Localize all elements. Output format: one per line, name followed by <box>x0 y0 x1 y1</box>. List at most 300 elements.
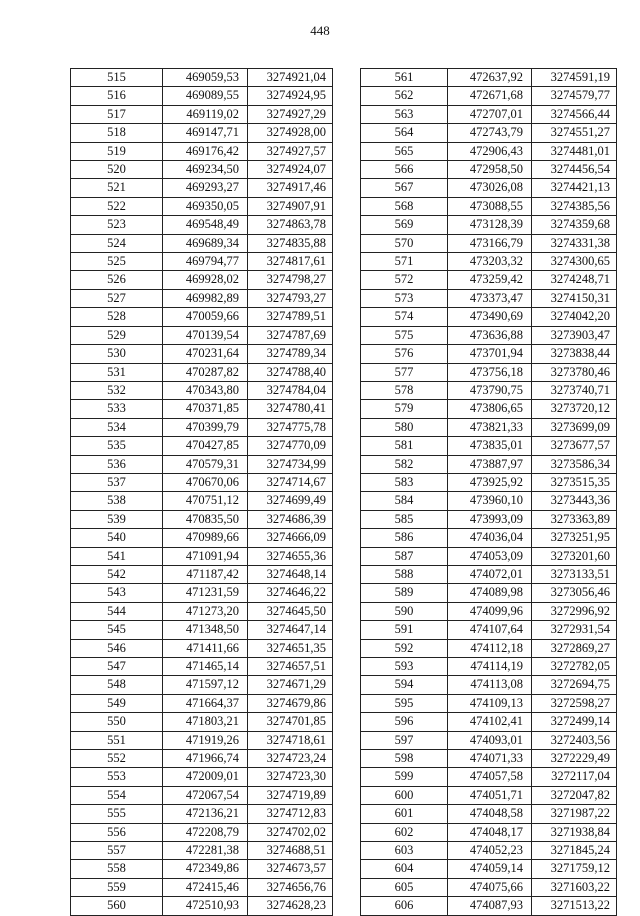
table-row <box>361 161 617 179</box>
y-coordinate-cell: 3274481,01 <box>532 142 617 160</box>
x-coordinate-cell: 472009,01 <box>163 768 248 786</box>
y-coordinate-cell: 3273699,09 <box>532 418 617 436</box>
x-coordinate-cell: 469293,27 <box>163 179 248 197</box>
x-coordinate-cell: 474048,17 <box>448 823 532 841</box>
x-coordinate-cell: 473701,94 <box>448 345 532 363</box>
point-number-cell: 526 <box>71 271 163 289</box>
y-coordinate-cell: 3272117,04 <box>532 768 617 786</box>
y-coordinate-cell: 3274784,04 <box>248 381 333 399</box>
table-row <box>71 529 333 547</box>
table-row <box>361 492 617 510</box>
x-coordinate-cell: 474057,58 <box>448 768 532 786</box>
table-row <box>71 455 333 473</box>
y-coordinate-cell: 3274628,23 <box>248 897 333 915</box>
point-number-cell: 596 <box>361 713 448 731</box>
table-row <box>71 216 333 234</box>
table-row <box>361 897 617 915</box>
point-number-cell: 558 <box>71 860 163 878</box>
x-coordinate-cell: 470835,50 <box>163 510 248 528</box>
point-number-cell: 573 <box>361 289 448 307</box>
x-coordinate-cell: 473925,92 <box>448 473 532 491</box>
x-coordinate-cell: 474075,66 <box>448 878 532 896</box>
table-row <box>71 547 333 565</box>
table-row <box>71 713 333 731</box>
table-row <box>361 621 617 639</box>
point-number-cell: 593 <box>361 658 448 676</box>
y-coordinate-cell: 3274042,20 <box>532 308 617 326</box>
table-row <box>71 658 333 676</box>
table-row <box>71 381 333 399</box>
point-number-cell: 580 <box>361 418 448 436</box>
table-row <box>71 87 333 105</box>
y-coordinate-cell: 3273133,51 <box>532 565 617 583</box>
x-coordinate-cell: 469982,89 <box>163 289 248 307</box>
x-coordinate-cell: 471231,59 <box>163 584 248 602</box>
y-coordinate-cell: 3271987,22 <box>532 805 617 823</box>
x-coordinate-cell: 473259,42 <box>448 271 532 289</box>
point-number-cell: 600 <box>361 786 448 804</box>
y-coordinate-cell: 3274924,07 <box>248 161 333 179</box>
table-row <box>71 179 333 197</box>
y-coordinate-cell: 3274719,89 <box>248 786 333 804</box>
x-coordinate-cell: 470751,12 <box>163 492 248 510</box>
point-number-cell: 520 <box>71 161 163 179</box>
x-coordinate-cell: 471091,94 <box>163 547 248 565</box>
table-row <box>71 676 333 694</box>
point-number-cell: 571 <box>361 253 448 271</box>
table-row <box>361 124 617 142</box>
x-coordinate-cell: 472906,43 <box>448 142 532 160</box>
x-coordinate-cell: 473960,10 <box>448 492 532 510</box>
point-number-cell: 538 <box>71 492 163 510</box>
y-coordinate-cell: 3274798,27 <box>248 271 333 289</box>
table-row <box>71 584 333 602</box>
table-row <box>71 124 333 142</box>
y-coordinate-cell: 3274788,40 <box>248 363 333 381</box>
point-number-cell: 597 <box>361 731 448 749</box>
table-row <box>71 308 333 326</box>
point-number-cell: 578 <box>361 381 448 399</box>
point-number-cell: 595 <box>361 694 448 712</box>
point-number-cell: 528 <box>71 308 163 326</box>
table-row <box>71 400 333 418</box>
table-row <box>71 492 333 510</box>
point-number-cell: 531 <box>71 363 163 381</box>
point-number-cell: 537 <box>71 473 163 491</box>
x-coordinate-cell: 471411,66 <box>163 639 248 657</box>
table-row <box>71 271 333 289</box>
table-row <box>361 768 617 786</box>
table-row <box>361 823 617 841</box>
table-row <box>71 878 333 896</box>
point-number-cell: 535 <box>71 437 163 455</box>
table-row <box>71 345 333 363</box>
table-row <box>361 860 617 878</box>
point-number-cell: 579 <box>361 400 448 418</box>
point-number-cell: 548 <box>71 676 163 694</box>
point-number-cell: 542 <box>71 565 163 583</box>
x-coordinate-cell: 470343,80 <box>163 381 248 399</box>
point-number-cell: 572 <box>361 271 448 289</box>
point-number-cell: 534 <box>71 418 163 436</box>
y-coordinate-cell: 3272598,27 <box>532 694 617 712</box>
y-coordinate-cell: 3274673,57 <box>248 860 333 878</box>
y-coordinate-cell: 3274646,22 <box>248 584 333 602</box>
table-row <box>71 418 333 436</box>
table-row <box>361 234 617 252</box>
x-coordinate-cell: 474051,71 <box>448 786 532 804</box>
x-coordinate-cell: 474036,04 <box>448 529 532 547</box>
page-number: 448 <box>310 23 330 38</box>
table-body <box>361 69 617 916</box>
x-coordinate-cell: 469089,55 <box>163 87 248 105</box>
table-row <box>71 363 333 381</box>
coordinates-table-left <box>70 68 333 916</box>
y-coordinate-cell: 3271938,84 <box>532 823 617 841</box>
table-row <box>71 805 333 823</box>
table-row <box>71 639 333 657</box>
x-coordinate-cell: 469119,02 <box>163 105 248 123</box>
y-coordinate-cell: 3272996,92 <box>532 602 617 620</box>
x-coordinate-cell: 472208,79 <box>163 823 248 841</box>
point-number-cell: 569 <box>361 216 448 234</box>
x-coordinate-cell: 473887,97 <box>448 455 532 473</box>
point-number-cell: 567 <box>361 179 448 197</box>
point-number-cell: 525 <box>71 253 163 271</box>
x-coordinate-cell: 473835,01 <box>448 437 532 455</box>
table-row <box>361 216 617 234</box>
x-coordinate-cell: 474072,01 <box>448 565 532 583</box>
y-coordinate-cell: 3271759,12 <box>532 860 617 878</box>
table-row <box>361 197 617 215</box>
point-number-cell: 591 <box>361 621 448 639</box>
y-coordinate-cell: 3274723,24 <box>248 750 333 768</box>
x-coordinate-cell: 470059,66 <box>163 308 248 326</box>
y-coordinate-cell: 3274770,09 <box>248 437 333 455</box>
y-coordinate-cell: 3274666,09 <box>248 529 333 547</box>
point-number-cell: 524 <box>71 234 163 252</box>
x-coordinate-cell: 470371,85 <box>163 400 248 418</box>
point-number-cell: 606 <box>361 897 448 915</box>
point-number-cell: 516 <box>71 87 163 105</box>
x-coordinate-cell: 474107,64 <box>448 621 532 639</box>
table-row <box>71 510 333 528</box>
table-row <box>361 713 617 731</box>
y-coordinate-cell: 3274789,51 <box>248 308 333 326</box>
y-coordinate-cell: 3274924,95 <box>248 87 333 105</box>
point-number-cell: 586 <box>361 529 448 547</box>
x-coordinate-cell: 471348,50 <box>163 621 248 639</box>
table-row <box>361 658 617 676</box>
table-row <box>71 842 333 860</box>
y-coordinate-cell: 3272869,27 <box>532 639 617 657</box>
y-coordinate-cell: 3274927,29 <box>248 105 333 123</box>
x-coordinate-cell: 469350,05 <box>163 197 248 215</box>
y-coordinate-cell: 3274714,67 <box>248 473 333 491</box>
point-number-cell: 590 <box>361 602 448 620</box>
y-coordinate-cell: 3274331,38 <box>532 234 617 252</box>
point-number-cell: 603 <box>361 842 448 860</box>
y-coordinate-cell: 3274699,49 <box>248 492 333 510</box>
x-coordinate-cell: 472510,93 <box>163 897 248 915</box>
point-number-cell: 527 <box>71 289 163 307</box>
point-number-cell: 547 <box>71 658 163 676</box>
x-coordinate-cell: 473490,69 <box>448 308 532 326</box>
y-coordinate-cell: 3272782,05 <box>532 658 617 676</box>
point-number-cell: 551 <box>71 731 163 749</box>
table-row <box>361 69 617 87</box>
table-row <box>361 805 617 823</box>
y-coordinate-cell: 3273201,60 <box>532 547 617 565</box>
table-row <box>361 455 617 473</box>
y-coordinate-cell: 3271845,24 <box>532 842 617 860</box>
x-coordinate-cell: 474114,19 <box>448 658 532 676</box>
x-coordinate-cell: 471664,37 <box>163 694 248 712</box>
table-row <box>361 565 617 583</box>
x-coordinate-cell: 473806,65 <box>448 400 532 418</box>
y-coordinate-cell: 3274657,51 <box>248 658 333 676</box>
y-coordinate-cell: 3274421,13 <box>532 179 617 197</box>
table-row <box>361 602 617 620</box>
table-row <box>361 473 617 491</box>
y-coordinate-cell: 3272229,49 <box>532 750 617 768</box>
x-coordinate-cell: 472349,86 <box>163 860 248 878</box>
x-coordinate-cell: 473993,09 <box>448 510 532 528</box>
point-number-cell: 541 <box>71 547 163 565</box>
point-number-cell: 581 <box>361 437 448 455</box>
table-row <box>361 271 617 289</box>
x-coordinate-cell: 473373,47 <box>448 289 532 307</box>
point-number-cell: 576 <box>361 345 448 363</box>
table-row <box>71 860 333 878</box>
x-coordinate-cell: 471803,21 <box>163 713 248 731</box>
point-number-cell: 575 <box>361 326 448 344</box>
x-coordinate-cell: 470989,66 <box>163 529 248 547</box>
x-coordinate-cell: 473821,33 <box>448 418 532 436</box>
y-coordinate-cell: 3271603,22 <box>532 878 617 896</box>
y-coordinate-cell: 3273056,46 <box>532 584 617 602</box>
x-coordinate-cell: 474087,93 <box>448 897 532 915</box>
point-number-cell: 556 <box>71 823 163 841</box>
y-coordinate-cell: 3274150,31 <box>532 289 617 307</box>
point-number-cell: 536 <box>71 455 163 473</box>
x-coordinate-cell: 474102,41 <box>448 713 532 731</box>
table-row <box>361 400 617 418</box>
point-number-cell: 559 <box>71 878 163 896</box>
table-row <box>71 161 333 179</box>
table-row <box>71 197 333 215</box>
table-row <box>71 823 333 841</box>
table-row <box>361 529 617 547</box>
y-coordinate-cell: 3274579,77 <box>532 87 617 105</box>
y-coordinate-cell: 3274456,54 <box>532 161 617 179</box>
x-coordinate-cell: 471273,20 <box>163 602 248 620</box>
table-row <box>71 621 333 639</box>
table-row <box>71 473 333 491</box>
point-number-cell: 587 <box>361 547 448 565</box>
y-coordinate-cell: 3273677,57 <box>532 437 617 455</box>
y-coordinate-cell: 3274651,35 <box>248 639 333 657</box>
y-coordinate-cell: 3273586,34 <box>532 455 617 473</box>
table-body <box>71 69 333 916</box>
x-coordinate-cell: 474059,14 <box>448 860 532 878</box>
point-number-cell: 552 <box>71 750 163 768</box>
x-coordinate-cell: 471966,74 <box>163 750 248 768</box>
x-coordinate-cell: 472637,92 <box>448 69 532 87</box>
x-coordinate-cell: 472958,50 <box>448 161 532 179</box>
point-number-cell: 540 <box>71 529 163 547</box>
y-coordinate-cell: 3273251,95 <box>532 529 617 547</box>
point-number-cell: 522 <box>71 197 163 215</box>
x-coordinate-cell: 470670,06 <box>163 473 248 491</box>
y-coordinate-cell: 3272403,56 <box>532 731 617 749</box>
y-coordinate-cell: 3274702,02 <box>248 823 333 841</box>
table-row <box>361 842 617 860</box>
table-row <box>71 694 333 712</box>
point-number-cell: 545 <box>71 621 163 639</box>
point-number-cell: 532 <box>71 381 163 399</box>
point-number-cell: 588 <box>361 565 448 583</box>
point-number-cell: 553 <box>71 768 163 786</box>
table-row <box>361 87 617 105</box>
x-coordinate-cell: 470579,31 <box>163 455 248 473</box>
x-coordinate-cell: 469059,53 <box>163 69 248 87</box>
y-coordinate-cell: 3274835,88 <box>248 234 333 252</box>
table-row <box>361 105 617 123</box>
table-row <box>361 142 617 160</box>
x-coordinate-cell: 469548,49 <box>163 216 248 234</box>
y-coordinate-cell: 3274780,41 <box>248 400 333 418</box>
x-coordinate-cell: 472281,38 <box>163 842 248 860</box>
point-number-cell: 584 <box>361 492 448 510</box>
point-number-cell: 585 <box>361 510 448 528</box>
y-coordinate-cell: 3274723,30 <box>248 768 333 786</box>
point-number-cell: 566 <box>361 161 448 179</box>
y-coordinate-cell: 3274647,14 <box>248 621 333 639</box>
x-coordinate-cell: 473166,79 <box>448 234 532 252</box>
x-coordinate-cell: 471187,42 <box>163 565 248 583</box>
table-row <box>71 786 333 804</box>
x-coordinate-cell: 472671,68 <box>448 87 532 105</box>
y-coordinate-cell: 3274917,46 <box>248 179 333 197</box>
x-coordinate-cell: 469689,34 <box>163 234 248 252</box>
table-row <box>361 584 617 602</box>
point-number-cell: 555 <box>71 805 163 823</box>
y-coordinate-cell: 3274817,61 <box>248 253 333 271</box>
table-row <box>361 786 617 804</box>
x-coordinate-cell: 472067,54 <box>163 786 248 804</box>
table-row <box>361 878 617 896</box>
point-number-cell: 602 <box>361 823 448 841</box>
table-row <box>361 308 617 326</box>
point-number-cell: 568 <box>361 197 448 215</box>
y-coordinate-cell: 3273780,46 <box>532 363 617 381</box>
y-coordinate-cell: 3274385,56 <box>532 197 617 215</box>
y-coordinate-cell: 3274671,29 <box>248 676 333 694</box>
x-coordinate-cell: 474048,58 <box>448 805 532 823</box>
point-number-cell: 563 <box>361 105 448 123</box>
y-coordinate-cell: 3274863,78 <box>248 216 333 234</box>
x-coordinate-cell: 472707,01 <box>448 105 532 123</box>
y-coordinate-cell: 3274566,44 <box>532 105 617 123</box>
point-number-cell: 604 <box>361 860 448 878</box>
y-coordinate-cell: 3274648,14 <box>248 565 333 583</box>
y-coordinate-cell: 3273363,89 <box>532 510 617 528</box>
y-coordinate-cell: 3274907,91 <box>248 197 333 215</box>
table-row <box>361 750 617 768</box>
point-number-cell: 523 <box>71 216 163 234</box>
point-number-cell: 533 <box>71 400 163 418</box>
point-number-cell: 605 <box>361 878 448 896</box>
x-coordinate-cell: 472136,21 <box>163 805 248 823</box>
table-row <box>361 289 617 307</box>
x-coordinate-cell: 470139,54 <box>163 326 248 344</box>
point-number-cell: 561 <box>361 69 448 87</box>
point-number-cell: 562 <box>361 87 448 105</box>
table-row <box>361 363 617 381</box>
y-coordinate-cell: 3272499,14 <box>532 713 617 731</box>
point-number-cell: 583 <box>361 473 448 491</box>
x-coordinate-cell: 469928,02 <box>163 271 248 289</box>
point-number-cell: 521 <box>71 179 163 197</box>
x-coordinate-cell: 470231,64 <box>163 345 248 363</box>
y-coordinate-cell: 3274921,04 <box>248 69 333 87</box>
y-coordinate-cell: 3273838,44 <box>532 345 617 363</box>
x-coordinate-cell: 469147,71 <box>163 124 248 142</box>
y-coordinate-cell: 3274789,34 <box>248 345 333 363</box>
x-coordinate-cell: 474109,13 <box>448 694 532 712</box>
y-coordinate-cell: 3274248,71 <box>532 271 617 289</box>
y-coordinate-cell: 3274551,27 <box>532 124 617 142</box>
point-number-cell: 543 <box>71 584 163 602</box>
table-row <box>71 897 333 915</box>
y-coordinate-cell: 3274591,19 <box>532 69 617 87</box>
y-coordinate-cell: 3274656,76 <box>248 878 333 896</box>
x-coordinate-cell: 469176,42 <box>163 142 248 160</box>
point-number-cell: 598 <box>361 750 448 768</box>
y-coordinate-cell: 3274688,51 <box>248 842 333 860</box>
table-row <box>71 565 333 583</box>
point-number-cell: 530 <box>71 345 163 363</box>
x-coordinate-cell: 470287,82 <box>163 363 248 381</box>
table-row <box>71 234 333 252</box>
table-row <box>361 345 617 363</box>
x-coordinate-cell: 469234,50 <box>163 161 248 179</box>
point-number-cell: 557 <box>71 842 163 860</box>
y-coordinate-cell: 3272931,54 <box>532 621 617 639</box>
x-coordinate-cell: 470399,79 <box>163 418 248 436</box>
table-row <box>71 602 333 620</box>
y-coordinate-cell: 3272694,75 <box>532 676 617 694</box>
x-coordinate-cell: 474089,98 <box>448 584 532 602</box>
point-number-cell: 560 <box>71 897 163 915</box>
table-row <box>71 326 333 344</box>
y-coordinate-cell: 3274701,85 <box>248 713 333 731</box>
y-coordinate-cell: 3274686,39 <box>248 510 333 528</box>
table-row <box>361 676 617 694</box>
y-coordinate-cell: 3273720,12 <box>532 400 617 418</box>
table-row <box>361 547 617 565</box>
table-row <box>71 289 333 307</box>
x-coordinate-cell: 471597,12 <box>163 676 248 694</box>
x-coordinate-cell: 474071,33 <box>448 750 532 768</box>
y-coordinate-cell: 3274359,68 <box>532 216 617 234</box>
y-coordinate-cell: 3274645,50 <box>248 602 333 620</box>
x-coordinate-cell: 473636,88 <box>448 326 532 344</box>
y-coordinate-cell: 3274734,99 <box>248 455 333 473</box>
x-coordinate-cell: 474093,01 <box>448 731 532 749</box>
y-coordinate-cell: 3273443,36 <box>532 492 617 510</box>
